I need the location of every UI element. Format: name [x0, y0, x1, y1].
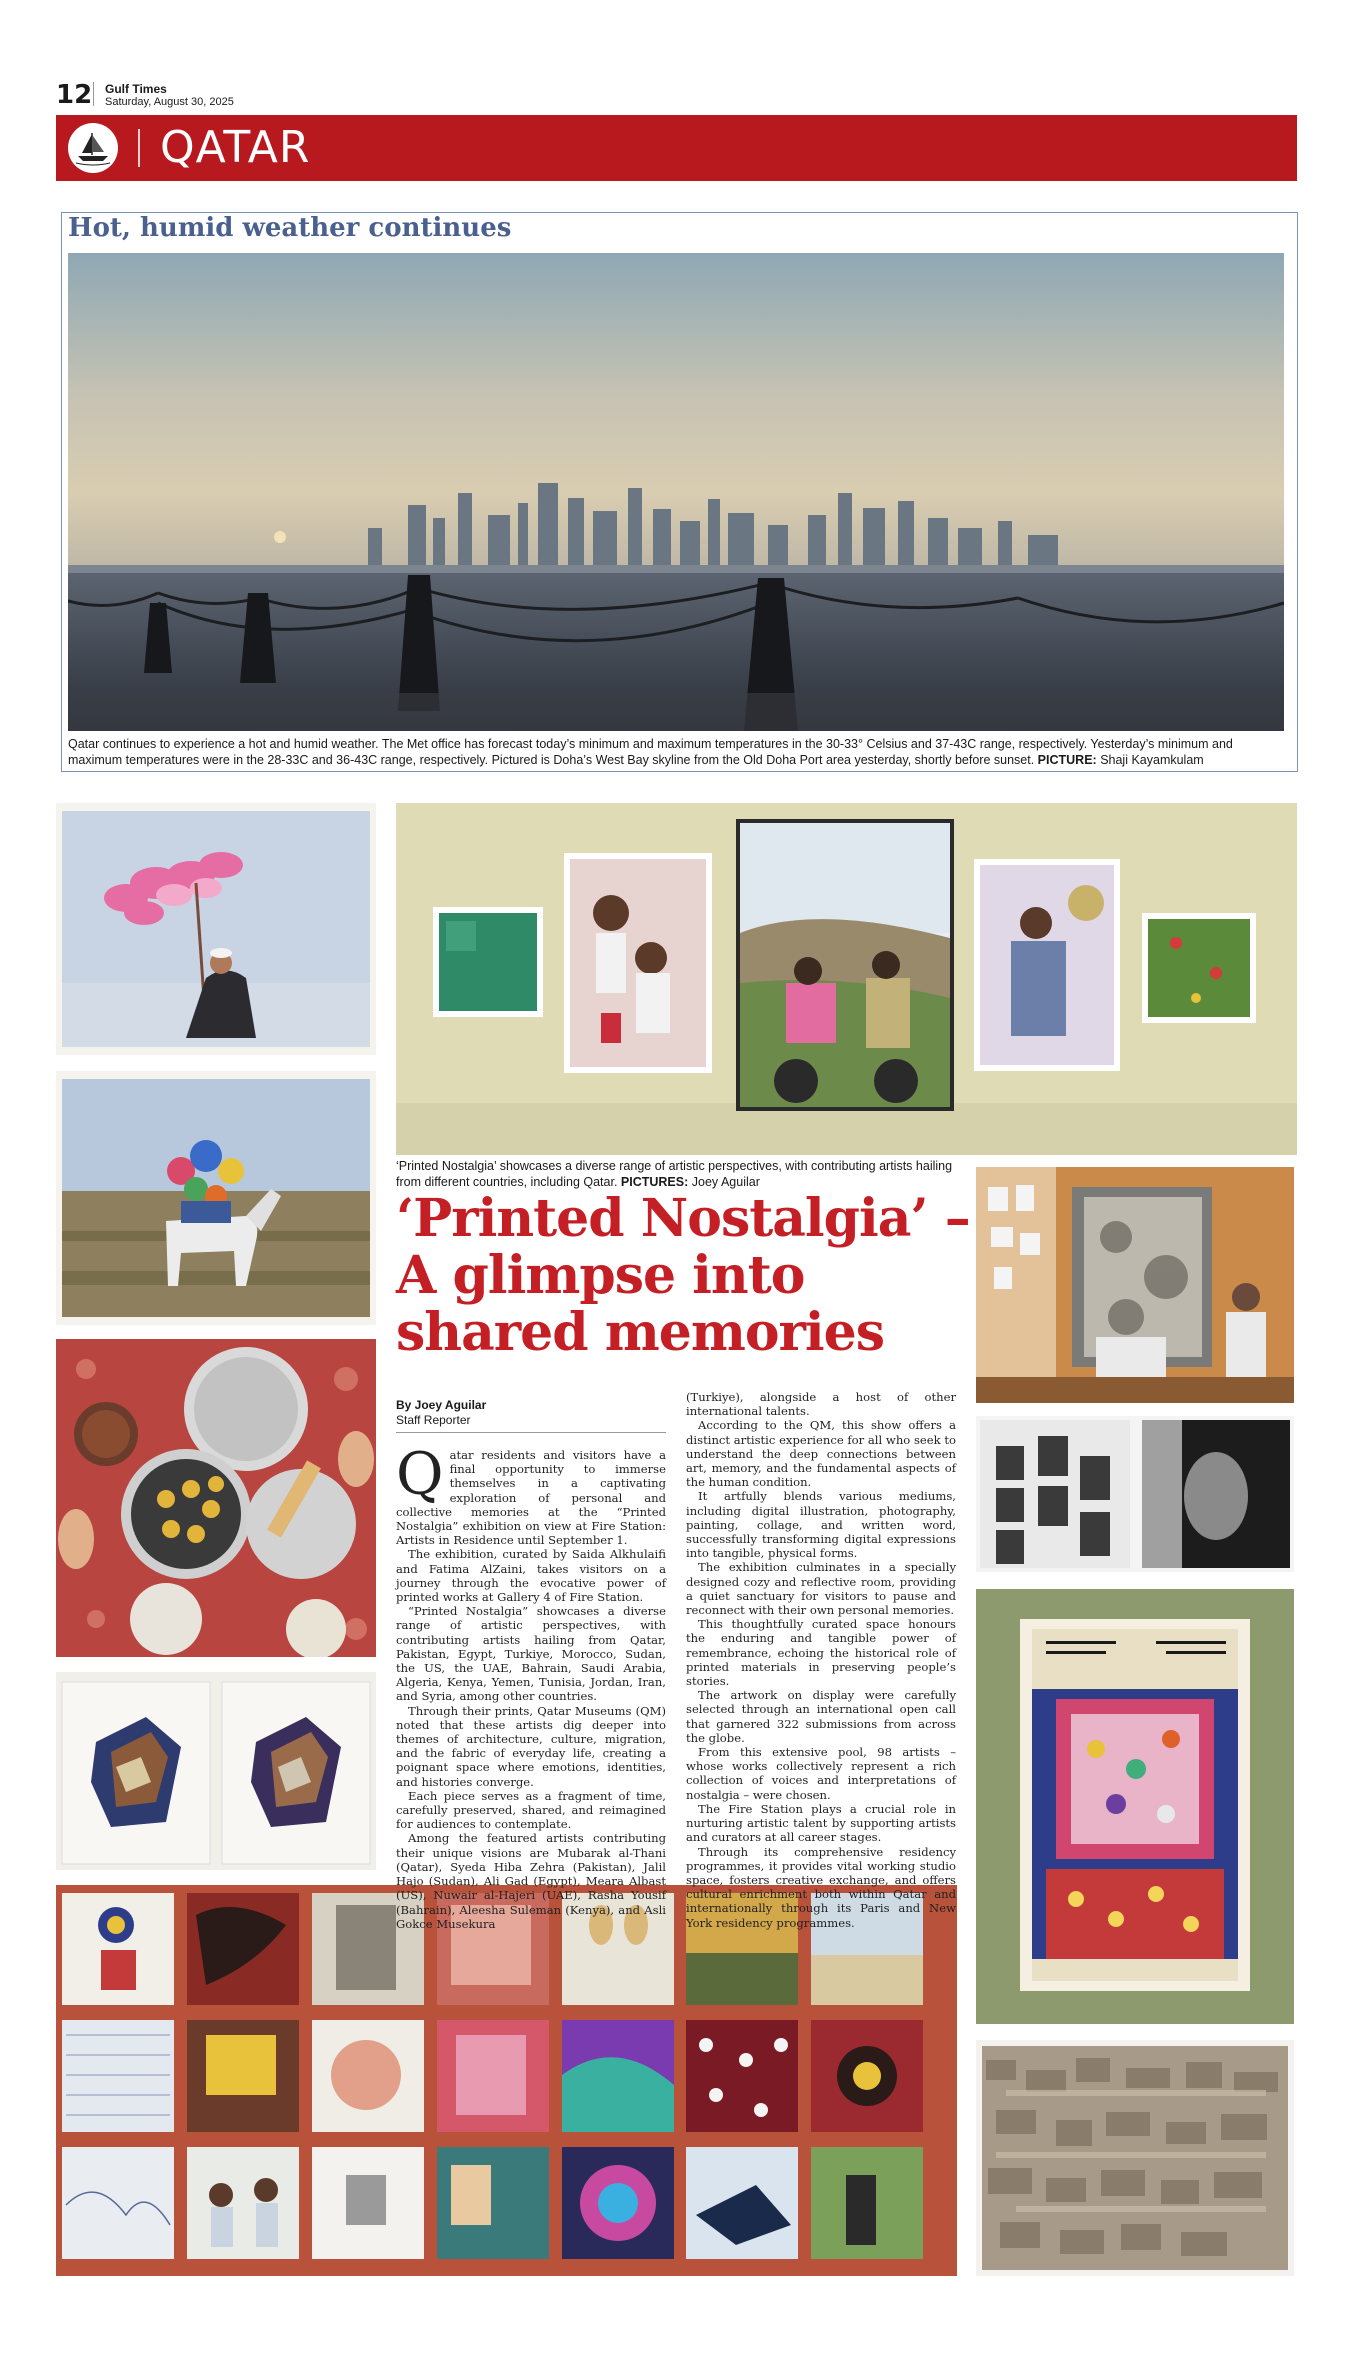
cotton-candy-vendor-print — [56, 803, 376, 1055]
article-byline: By Joey Aguilar — [396, 1398, 487, 1412]
article-paragraph: The artwork on display were carefully selected through an international open call that garnered 322 submissions from across the globe. — [686, 1688, 956, 1745]
black-white-portraits — [976, 1416, 1294, 1572]
cookies-tray-print — [56, 1339, 376, 1657]
page-number: 12 — [56, 80, 93, 110]
pillow-prints-pair — [56, 1672, 376, 1870]
article-paragraph: “Printed Nostalgia” showcases a diverse range of artistic perspectives, with contributing artists hailing from Qatar, Pakistan, Egypt, Turkiye, Morocco, Sudan, the US, the UAE, Bahrain, Saudi Arabia, Algeria, Kenya, Yemen, Tunisia, Jordan, Iran, and Syria, among other countries. — [396, 1604, 666, 1704]
article-paragraph: The exhibition, curated by Saida Alkhulaifi and Fatima AlZaini, takes visitors on a journey through the evocative power of printed works at Gallery 4 of Fire Station. — [396, 1547, 666, 1605]
weather-caption-text: Qatar continues to experience a hot and humid weather. The Met office has forecast today’s minimum and maximum temperatures in the 30-33° Celsius and 37-43C range, respectively. Yesterday’s minimum and maximum temperatures were in the 28-33C and 36-43C range, respectively. Pictured is Doha’s West Bay skyline from the Old Doha Port area yesterday, shortly before sunset. — [68, 737, 1233, 767]
weather-caption — [68, 736, 1286, 768]
gallery-caption — [396, 1158, 971, 1190]
gallery-caption-text: ‘Printed Nostalgia’ showcases a diverse range of artistic perspectives, with contributing artists hailing from different countries, including Qatar. — [396, 1159, 953, 1189]
article-column-2 — [686, 1390, 956, 1930]
persian-miniature-print — [976, 1589, 1294, 2024]
dhow-boat-icon — [68, 123, 118, 173]
hillside-houses-print — [976, 2040, 1294, 2276]
gallery-credit-name: Joey Aguilar — [691, 1175, 760, 1189]
gallery-wall-photo — [396, 803, 1297, 1155]
section-banner — [56, 115, 1297, 181]
gallery-credit-label: PICTURES: — [620, 1175, 689, 1189]
byline-divider — [396, 1432, 666, 1433]
article-paragraph: It artfully blends various mediums, including digital illustration, photography, painting, collage, and written word, successfully transforming digital expressions into tangible, physical forms. — [686, 1489, 956, 1561]
prints-grid-photo — [56, 1885, 957, 2276]
article-column-1 — [396, 1440, 666, 1931]
article-paragraph: Through its comprehensive residency programmes, it provides vital working studio space, fosters creative exchange, and offers cultural enrichment both within Qatar and internationally through its Paris and New York residency programmes. — [686, 1844, 956, 1930]
article-paragraph: Among the featured artists contributing their unique visions are Mubarak al-Thani (Qatar), Syeda Hiba Zehra (Pakistan), Jalil Hajo (Sudan), Ali Gad (Egypt), Meara Albast (US), Nuwair al-Hajeri (UAE), Rasha Yousif (Bahrain), Aleesha Suleman (Kenya), and Asli Gokce Musekura — [396, 1831, 666, 1931]
weather-headline: Hot, humid weather continues — [68, 213, 512, 243]
lead-paragraph — [396, 1440, 666, 1548]
weather-credit-label: PICTURE: — [1037, 753, 1097, 767]
article-paragraph: Through their prints, Qatar Museums (QM) noted that these artists dig deeper into themes of architecture, culture, migration, and the fabric of everyday life, creating a poignant space where emotions, identities, and histories converge. — [396, 1703, 666, 1789]
article-paragraph: According to the QM, this show offers a distinct artistic experience for all who seek to understand the deep connections between art, memory, and the fundamental aspects of the human condition. — [686, 1418, 956, 1490]
lead-text: atar residents and visitors have a final opportunity to immerse themselves in a captivating exploration of personal and collective memories at the “Printed Nostalgia” exhibition on view at Fire Station: Artists in Residence until September 1. — [396, 1448, 666, 1548]
article-paragraph: The Fire Station plays a crucial role in nurturing artistic talent by supporting artists and curators at all career stages. — [686, 1801, 956, 1845]
donkey-flowers-print — [56, 1071, 376, 1325]
weather-credit-name: Shaji Kayamkulam — [1100, 753, 1204, 767]
drop-cap: Q — [396, 1440, 444, 1508]
article-paragraph: This thoughtfully curated space honours the enduring and tangible power of remembrance, echoing the historical role of printed materials in preserving people’s stories. — [686, 1617, 956, 1689]
banner-divider — [138, 129, 140, 167]
publication-name: Gulf Times — [105, 82, 167, 96]
doha-skyline-photo — [68, 253, 1284, 731]
issue-date: Saturday, August 30, 2025 — [105, 96, 234, 108]
article-headline: ‘Printed Nostalgia’ – A glimpse into shared memories — [396, 1188, 970, 1363]
article-paragraph: From this extensive pool, 98 artists – whose works collectively represent a rich collection of voices and interpretations of nostalgia – were chosen. — [686, 1745, 956, 1802]
article-paragraph: Each piece serves as a fragment of time, carefully preserved, shared, and reimagined for audiences to contemplate. — [396, 1788, 666, 1832]
author-role: Staff Reporter — [396, 1413, 471, 1427]
section-title: QATAR — [160, 122, 311, 173]
article-paragraph: The exhibition culminates in a specially designed cozy and reflective room, providing a quiet sanctuary for visitors to pause and reconnect with their own personal memories. — [686, 1560, 956, 1618]
cozy-room-photo — [976, 1167, 1294, 1403]
masthead-divider — [93, 82, 94, 106]
article-paragraph: (Turkiye), alongside a host of other international talents. — [686, 1390, 956, 1419]
